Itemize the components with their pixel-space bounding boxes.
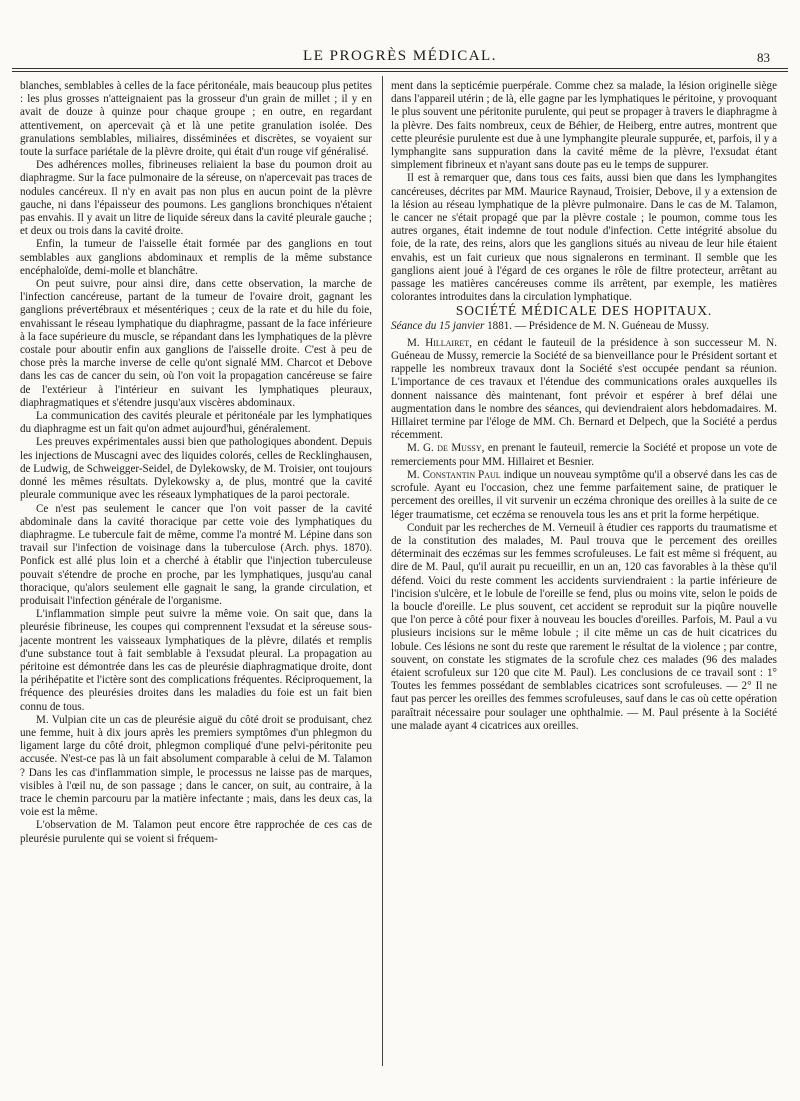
paragraph: ment dans la septicémie puerpérale. Comme chez sa malade, la lésion originelle siège dans l'appareil utérin ; de là, elle gagne par les lymphatiques le péritoine, y provoquant le plus souvent une péritonite purulente, qui peut se propager à travers le diaphragme à la plèvre. Des faits nombreux, ceux de Béhier, de Heiberg, entre autres, montrent que cette pleurésie purulente est due à une lymphangite pleurale suppurée, et, parfois, il y a lymphangite sans suppuration dans la cavité même de la plèvre, l'exsudat étant simplement fibrineux et n'ayant sans doute pas eu le temps de suppurer. (391, 80, 777, 172)
paragraph: On peut suivre, pour ainsi dire, dans cette observation, la marche de l'infection cancéreuse, partant de la tumeur de l'ovaire droit, gagnant les ganglions prévertébraux et mésentériques ; ceux de la rate et du hile du foie, envahissant le réseau lymphatique du diaphragme, passant de la face inférieure à la face supérieure du muscle, se répandant dans les lymphatiques de la plèvre costale pour aboutir enfin aux ganglions de l'aisselle droite. C'est à peu de chose près la marche inverse de celle qu'ont signalé MM. Charcot et Debove dans les cas de cancer du sein, où l'on voit la propagation cancéreuse se faire de l'extérieur à l'intérieur en suivant les lymphatiques pleuraux, diaphragmatiques et s'étendre jusqu'aux viscères abdominaux. (20, 278, 372, 409)
paragraph: Il est à remarquer que, dans tous ces faits, aussi bien que dans les lymphangites cancéreuses, décrites par MM. Maurice Raynaud, Troisier, Debove, il y a extension de la lésion au réseau lymphatique de la plèvre pulmonaire. Dans le cas de M. Talamon, le cancer ne s'était propagé que par la plèvre costale ; le poumon, comme tous les autres organes, était indemne de tout nodule d'infection. Cette intégrité absolue du foie, de la rate, des reins, alors que les ganglions situés au niveau de leur hile étaient envahis, est un fait curieux que nous signalerons en terminant. Il semble que les ganglions aient joué à l'égard de ces organes le rôle de filtre protecteur, arrêtant au passage les matières cancéreuses comme ils arrêtent, par exemple, les matières colorantes introduites dans la circulation lymphatique. (391, 172, 777, 304)
paragraph (391, 522, 777, 733)
left-column (20, 80, 372, 846)
paragraph (391, 469, 777, 522)
paragraph: Les preuves expérimentales aussi bien que pathologiques abondent. Depuis les injections de Muscagni avec des liquides colorés, celles de Recklinghausen, de Ludwig, de Schweigger-Seidel, de Dylekowsky, de M. Troisier, ont toujours donné les mêmes résultats. Dylekowsky a, de plus, montré que la cavité pleurale communique avec les réseaux lymphatiques de la paroi pectorale. (20, 436, 372, 502)
session-line (391, 320, 777, 333)
paragraph (391, 337, 777, 443)
paragraph: blanches, semblables à celles de la face péritonéale, mais beaucoup plus petites : les plus grosses n'atteignaient pas la grosseur d'un grain de millet ; il y en avait de douze à quinze pour chaque groupe ; en outre, en regardant attentivement, on apercevait çà et là une petite granulation isolée. Des granulations semblables, miliaires, disséminées et discrètes, se voyaient sur toute la surface pariétale de la plèvre droite, qui était d'un rouge vif généralisé. (20, 80, 372, 159)
paragraph: La communication des cavités pleurale et péritonéale par les lymphatiques du diaphragme est un fait qu'on admet aujourd'hui, généralement. (20, 410, 372, 436)
paragraph-text: , en prenant le fauteuil, remercie la Société et propose un vote de remerciements pour MM. Hillairet et Besnier. (391, 442, 777, 468)
right-column (391, 80, 777, 733)
header-rule-secondary (12, 71, 788, 72)
paragraph (391, 442, 777, 468)
paragraph: Des adhérences molles, fibrineuses reliaient la base du poumon droit au diaphragme. Sur la face pulmonaire de la séreuse, on n'apercevait pas traces de nodules cancéreux. Il n'y en avait pas non plus en aucun point de la plèvre gauche, ni dans l'épaisseur des poumons. Les ganglions bronchiques n'étaient pas envahis. Il y avait un litre de liquide séreux dans la cavité pleurale gauche ; et deux ou trois dans la cavité droite. (20, 159, 372, 238)
session-date: Séance du 15 janvier (391, 319, 485, 332)
page-number: 83 (757, 50, 770, 65)
session-presidency: 1881. — Présidence de M. N. Guéneau de Mussy. (484, 319, 709, 332)
paragraph: L'observation de M. Talamon peut encore être rapprochée de ces cas de pleurésie purulente qui se voient si fréquem- (20, 819, 372, 845)
column-divider (382, 76, 383, 1066)
paragraph-text: , en cédant le fauteuil de la présidence à son successeur M. N. Guéneau de Mussy, remercie la Société de sa bienveillance pour le Président sortant et rappelle les nombreux travaux dont la Société s'est occupée pendant sa réunion. L'importance de ces travaux et l'étendue des communications orales auxquelles ils donnent naissance dès maintenant, font prévoir et espérer à bref délai une augmentation dans le nombre des séances, qui deviendraient alors hebdomadaires. M. Hillairet termine par l'éloge de MM. Ch. Bernard et Delpech, que la Société a perdus récemment. (391, 336, 777, 442)
section-heading: SOCIÉTÉ MÉDICALE DES HOPITAUX. (455, 303, 713, 319)
paragraph-text: indique un nouveau symptôme qu'il a observé dans les cas de scrofule. Ayant eu l'occasion, chez une femme parfaitement saine, de pratiquer le percement des oreilles, il vit survenir un eczéma chronique des oreilles à la suite de ce léger traumatisme, cet eczéma se renouvela tous les ans et prit la forme herpétique. (391, 468, 777, 521)
paragraph: Enfin, la tumeur de l'aisselle était formée par des ganglions en tout semblables aux ganglions abdominaux et remplis de la même substance encéphaloïde, demi-molle et blanchâtre. (20, 238, 372, 277)
paragraph: M. Vulpian cite un cas de pleurésie aiguë du côté droit se produisant, chez une femme, huit à dix jours après les premiers symptômes d'un phlegmon du ligament large du côté droit, phlegmon compliqué d'une pelvi-péritonite peu accusée. N'est-ce pas là un fait absolument comparable à celui de M. Talamon ? Dans les cas d'inflammation simple, le processus ne laisse pas de marques, visibles à l'œil nu, de son passage ; dans le cancer, on suit, au contraire, à la trace le chemin parcouru par la matière infectante ; mais, dans les deux cas, la voie est la même. (20, 713, 372, 819)
paragraph: Ce n'est pas seulement le cancer que l'on voit passer de la cavité abdominale dans la cavité thoracique par cette voie des lymphatiques du diaphragme. Le tubercule fait de même, comme l'a montré M. Lépine dans son travail sur l'infection de voisinage dans la tuberculose (Arch. phys. 1870). Ponfick est allé plus loin et a cherché à établir que l'injection tuberculeuse pouvait s'étendre de proche en proche, par les lymphatiques, jusqu'au canal thoracique, qu'alors seulement elle gagnait le sang, la grande circulation, et produisait l'infection générale de l'organisme. (20, 502, 372, 607)
paragraph: L'inflammation simple peut suivre la même voie. On sait que, dans la pleurésie fibrineuse, les coupes qui comprennent l'exsudat et la séreuse sous-jacente montrent les vaisseaux lymphatiques de la plèvre, dilatés et remplis d'une substance tout à fait semblable à l'exsudat pleural. La propagation au péritoine est démontrée dans les cas de pleurésie diaphragmatique droite, dont la périhépatite et l'ictère sont des complications fréquentes. Réciproquement, la fréquence des pleurésies droites dans les maladies du foie est un fait bien connu de tous. (20, 608, 372, 713)
running-header (0, 42, 800, 66)
header-rule (12, 68, 788, 69)
journal-title: LE PROGRÈS MÉDICAL. (303, 48, 497, 64)
paragraph-text: Conduit par les recherches de M. Verneuil à étudier ces rapports du traumatisme et de la constitution des malades, M. Paul trouva que le percement des oreilles déterminait des eczémas sur les femmes scrofuleuses. Le fait est même si fréquent, au dire de M. Paul, qu'il aurait pu recueillir, en un an, 120 cas favorables à la thèse qu'il défend. Voici du reste comment les accidents surviendraient : la partie inférieure de l'incision s'ulcère, et le lobule de l'oreille se fend, plus ou moins vite, selon le poids de la boucle d'oreille. Le plus souvent, cet accident se reproduit sur la piqûre nouvelle que l'on perce à côté pour fixer à nouveau les boucles d'oreilles. Parfois, M. Paul a vu plusieurs incisions sur le même lobule ; il cite même un cas de huit cicatrices du lobule. Ces lésions ne sont du reste que rarement le résultat de la violence ; par contre, souvent, on constate les stigmates de la scrofule chez ces malades (96 des malades étaient scrofuleux sur 120 que cite M. Paul). Les conclusions de ce travail sont : 1° Toutes les femmes possédant de semblables cicatrices sont scrofuleuses. — 2° Il ne faut pas percer les oreilles des femmes scrofuleuses, sauf dans le cas où cette opération paraîtrait nécessaire pour soulager une ophthalmie. — M. Paul présente à la Société une malade ayant 4 cicatrices aux oreilles. (391, 521, 777, 732)
speaker-name: M. Constantin Paul (407, 468, 501, 481)
speaker-name: M. Hillairet (407, 336, 470, 349)
speaker-name: M. G. de Mussy (407, 442, 482, 455)
